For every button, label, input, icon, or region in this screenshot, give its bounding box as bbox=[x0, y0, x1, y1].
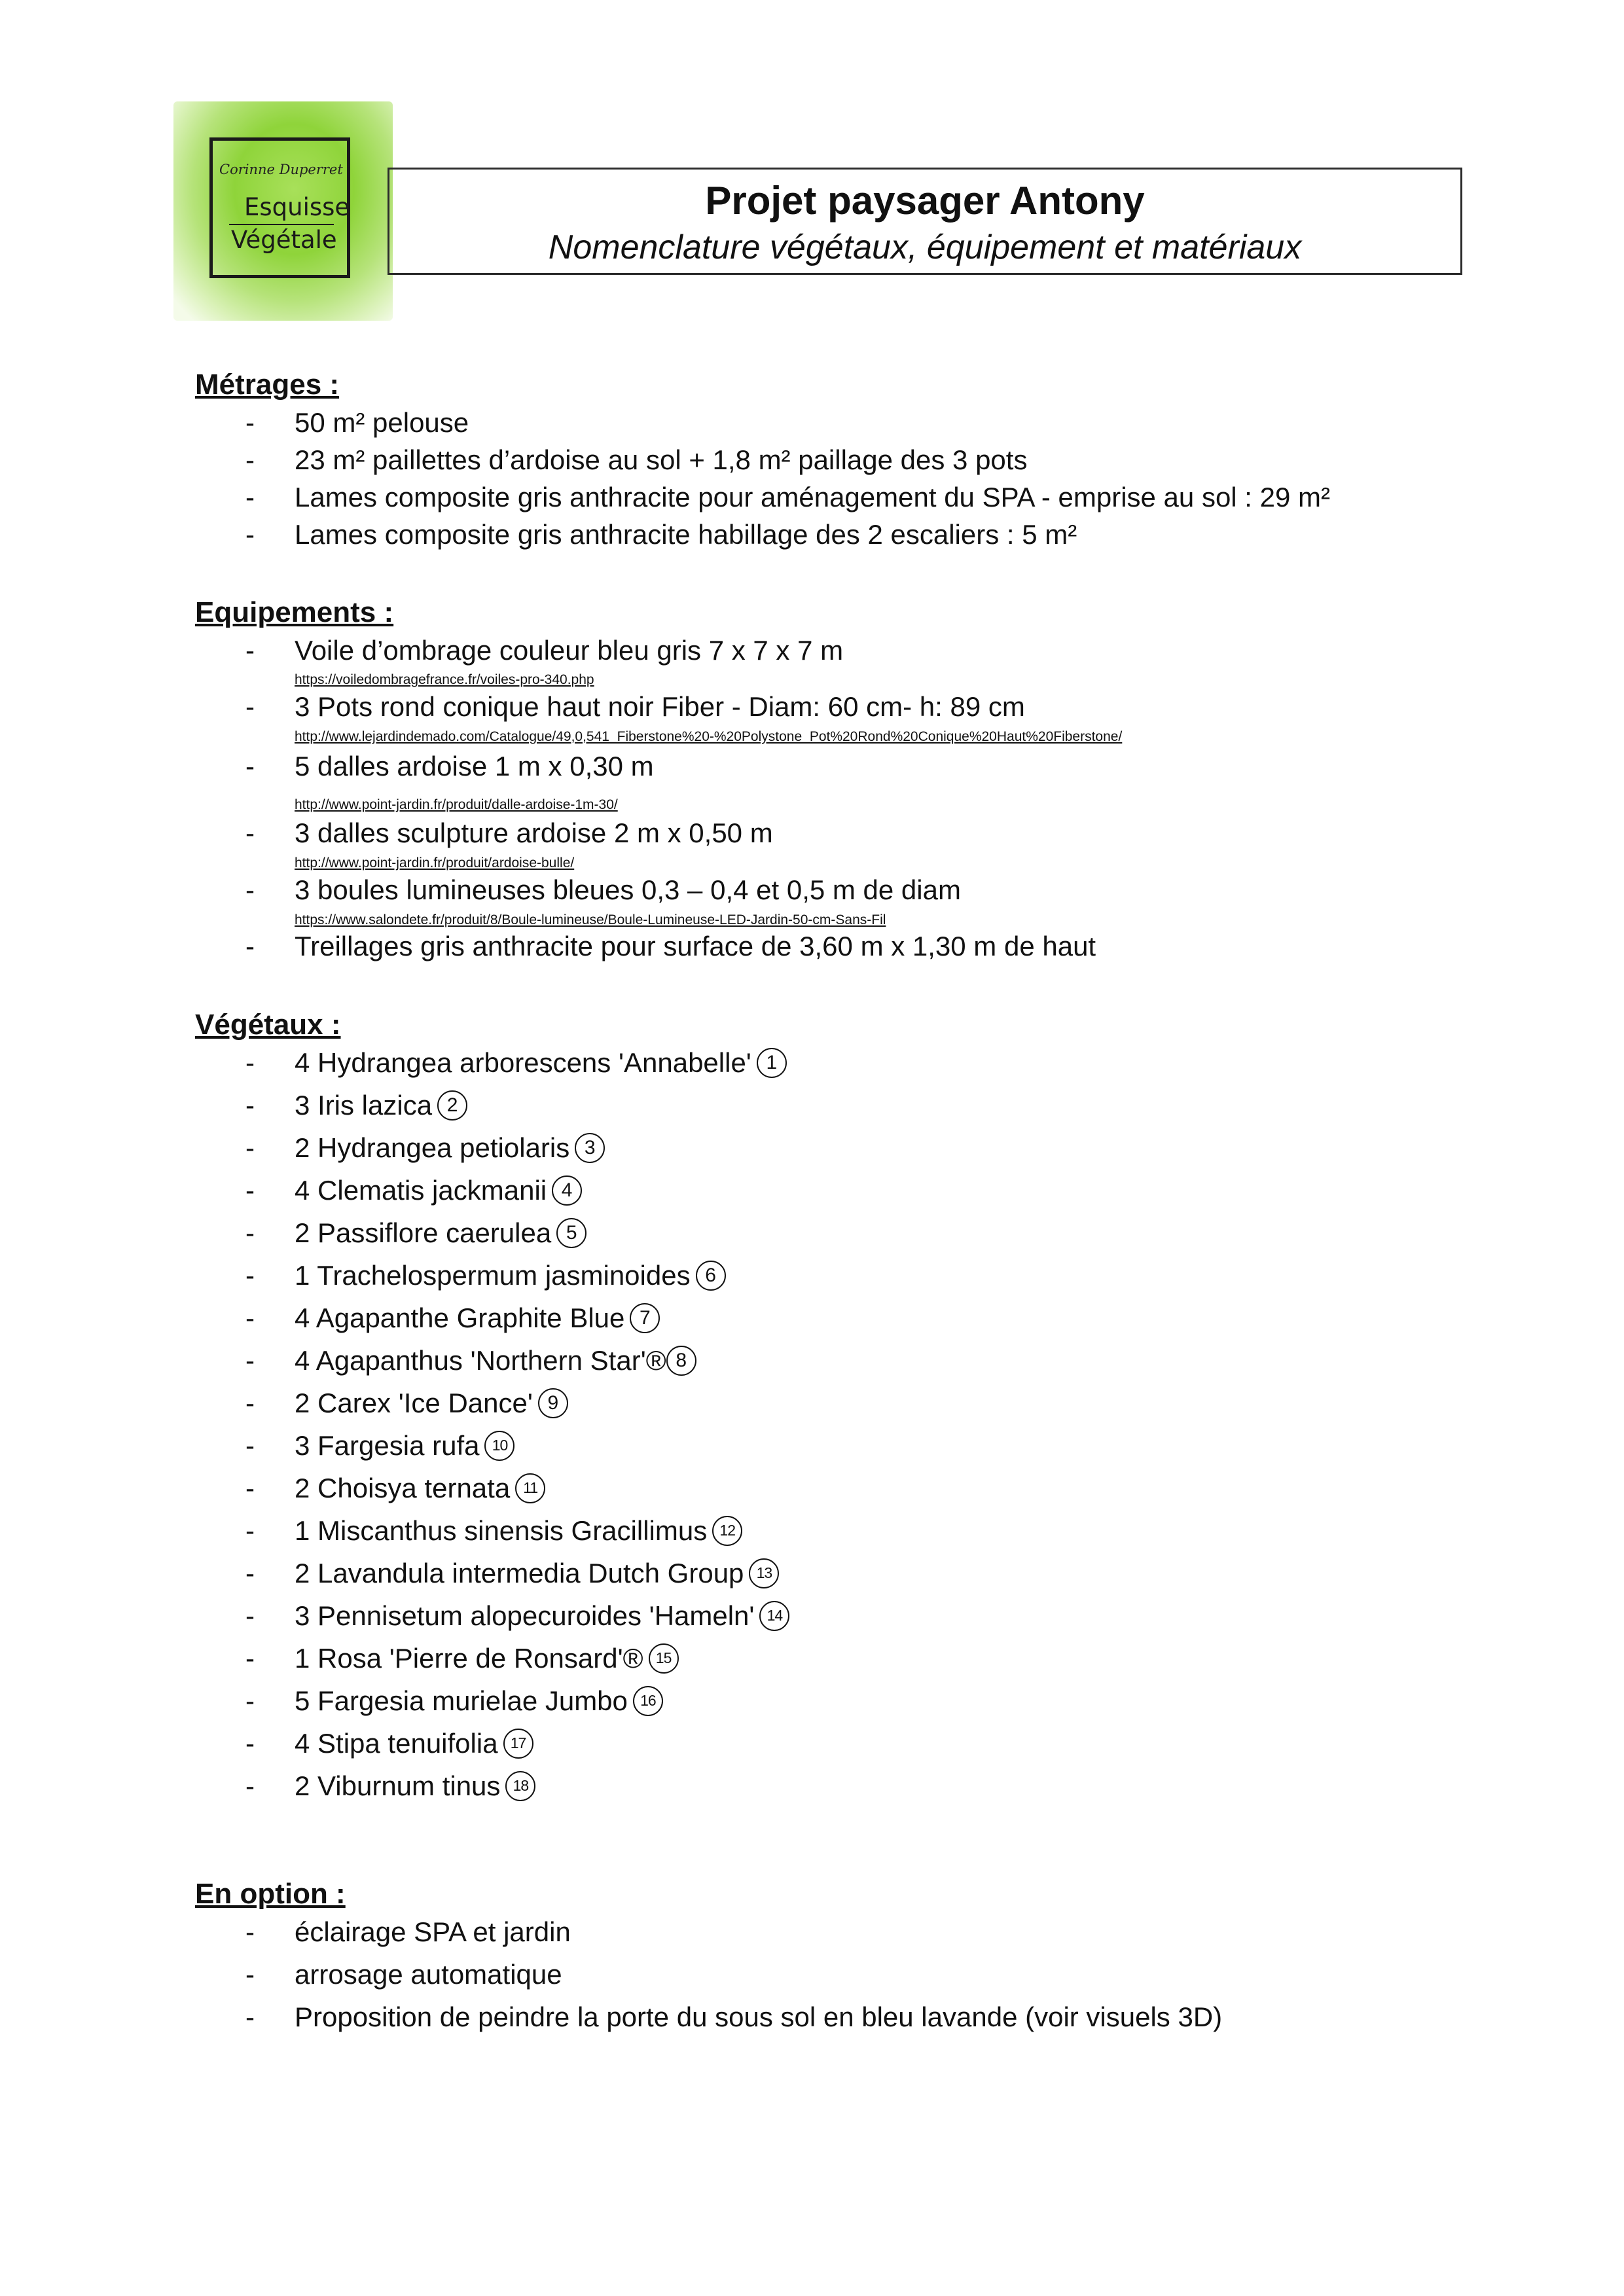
bullet-dash: - bbox=[245, 1515, 255, 1546]
bullet-dash: - bbox=[245, 1302, 255, 1333]
list-item bbox=[245, 1640, 679, 1677]
list-item bbox=[245, 1999, 1222, 2036]
title-box bbox=[388, 168, 1462, 275]
item-text: 2 Carex 'Ice Dance' bbox=[295, 1388, 533, 1418]
list-item bbox=[245, 404, 469, 441]
item-text: 3 Pennisetum alopecuroides 'Hameln' bbox=[295, 1600, 755, 1631]
section-heading-metrages: Métrages : bbox=[195, 368, 340, 401]
item-text: 2 Choisya ternata bbox=[295, 1473, 511, 1503]
list-item bbox=[245, 442, 1027, 478]
plant-number-badge: 12 bbox=[712, 1516, 742, 1546]
bullet-dash: - bbox=[245, 407, 255, 438]
logo-signature: Corinne Duperret bbox=[219, 162, 343, 177]
list-item bbox=[245, 1300, 660, 1336]
list-item bbox=[245, 872, 961, 908]
section-heading-vegetaux: Végétaux : bbox=[195, 1009, 341, 1041]
plant-number-badge: 16 bbox=[633, 1686, 663, 1716]
item-text: 1 Rosa 'Pierre de Ronsard'® bbox=[295, 1643, 643, 1674]
plant-number-badge: 17 bbox=[503, 1729, 533, 1759]
item-text: 4 Agapanthus 'Northern Star'® bbox=[295, 1345, 666, 1376]
item-text: 1 Trachelospermum jasminoides bbox=[295, 1260, 691, 1291]
item-text: Treillages gris anthracite pour surface de 3,60 m x 1,30 m de haut bbox=[295, 931, 1096, 961]
bullet-dash: - bbox=[245, 1217, 255, 1248]
plant-number-badge: 13 bbox=[749, 1558, 779, 1588]
list-item bbox=[245, 1385, 568, 1422]
item-text: 1 Miscanthus sinensis Gracillimus bbox=[295, 1515, 708, 1546]
plant-number-badge: 5 bbox=[556, 1218, 586, 1248]
bullet-dash: - bbox=[245, 1685, 255, 1716]
item-text: 3 Iris lazica bbox=[295, 1090, 433, 1121]
plant-number-badge: 6 bbox=[696, 1261, 726, 1291]
bullet-dash: - bbox=[245, 874, 255, 905]
item-text: 3 dalles sculpture ardoise 2 m x 0,50 m bbox=[295, 817, 773, 848]
logo-brand-line2: Végétale bbox=[231, 226, 337, 254]
list-item bbox=[245, 1427, 514, 1464]
plant-number-badge: 14 bbox=[759, 1601, 789, 1631]
plant-number-badge: 1 bbox=[757, 1048, 787, 1078]
list-item bbox=[245, 1768, 535, 1804]
list-item bbox=[245, 815, 773, 852]
item-text: arrosage automatique bbox=[295, 1959, 562, 1990]
item-text: 3 Fargesia rufa bbox=[295, 1430, 480, 1461]
item-text: 4 Stipa tenuifolia bbox=[295, 1728, 498, 1759]
bullet-dash: - bbox=[245, 817, 255, 848]
item-text: Lames composite gris anthracite habillage des 2 escaliers : 5 m² bbox=[295, 519, 1077, 550]
bullet-dash: - bbox=[245, 1600, 255, 1631]
item-text: 3 boules lumineuses bleues 0,3 – 0,4 et 0,5 m de diam bbox=[295, 874, 961, 905]
list-item bbox=[245, 1087, 467, 1124]
item-text: 23 m² paillettes d’ardoise au sol + 1,8 m² paillage des 3 pots bbox=[295, 444, 1028, 475]
bullet-dash: - bbox=[245, 1175, 255, 1206]
bullet-dash: - bbox=[245, 1430, 255, 1461]
list-item bbox=[245, 1470, 545, 1507]
product-link[interactable]: http://www.point-jardin.fr/produit/ardoise-bulle/ bbox=[295, 855, 575, 870]
section-heading-equipements: Equipements : bbox=[195, 596, 394, 628]
plant-number-badge: 3 bbox=[575, 1133, 605, 1163]
list-item bbox=[245, 689, 1025, 725]
bullet-dash: - bbox=[245, 1090, 255, 1121]
bullet-dash: - bbox=[245, 1916, 255, 1947]
bullet-dash: - bbox=[245, 1643, 255, 1674]
plant-number-badge: 8 bbox=[666, 1346, 696, 1376]
list-item bbox=[245, 1513, 742, 1549]
bullet-dash: - bbox=[245, 931, 255, 961]
bullet-dash: - bbox=[245, 635, 255, 666]
item-text: Voile d’ombrage couleur bleu gris 7 x 7 x 7 m bbox=[295, 635, 844, 666]
bullet-dash: - bbox=[245, 691, 255, 722]
item-text: 5 Fargesia murielae Jumbo bbox=[295, 1685, 628, 1716]
bullet-dash: - bbox=[245, 1473, 255, 1503]
bullet-dash: - bbox=[245, 482, 255, 512]
plant-number-badge: 9 bbox=[538, 1388, 568, 1418]
logo-brand-rule bbox=[229, 224, 334, 225]
product-link[interactable]: http://www.point-jardin.fr/produit/dalle-ardoise-1m-30/ bbox=[295, 797, 618, 812]
item-text: 4 Hydrangea arborescens 'Annabelle' bbox=[295, 1047, 751, 1078]
item-text: Proposition de peindre la porte du sous sol en bleu lavande (voir visuels 3D) bbox=[295, 2001, 1223, 2032]
list-item bbox=[245, 1172, 582, 1209]
list-item bbox=[245, 1130, 605, 1166]
item-text: éclairage SPA et jardin bbox=[295, 1916, 571, 1947]
list-item bbox=[245, 479, 1330, 516]
item-text: 5 dalles ardoise 1 m x 0,30 m bbox=[295, 751, 654, 781]
list-item bbox=[245, 1956, 562, 1993]
list-item bbox=[245, 1598, 789, 1634]
list-item bbox=[245, 1914, 571, 1950]
plant-number-badge: 11 bbox=[515, 1473, 545, 1503]
list-item bbox=[245, 1342, 696, 1379]
bullet-dash: - bbox=[245, 1132, 255, 1163]
list-item bbox=[245, 748, 654, 785]
bullet-dash: - bbox=[245, 1388, 255, 1418]
product-link[interactable]: https://voiledombragefrance.fr/voiles-pro-340.php bbox=[295, 672, 594, 687]
plant-number-badge: 7 bbox=[630, 1303, 660, 1333]
list-item bbox=[245, 1555, 779, 1592]
item-text: 4 Agapanthe Graphite Blue bbox=[295, 1302, 625, 1333]
bullet-dash: - bbox=[245, 1345, 255, 1376]
bullet-dash: - bbox=[245, 1959, 255, 1990]
bullet-dash: - bbox=[245, 1770, 255, 1801]
list-item bbox=[245, 1257, 726, 1294]
plant-number-badge: 4 bbox=[552, 1175, 582, 1206]
list-item bbox=[245, 1215, 586, 1251]
bullet-dash: - bbox=[245, 2001, 255, 2032]
item-text: 2 Viburnum tinus bbox=[295, 1770, 501, 1801]
bullet-dash: - bbox=[245, 519, 255, 550]
list-item bbox=[245, 516, 1077, 553]
item-text: 2 Lavandula intermedia Dutch Group bbox=[295, 1558, 744, 1588]
logo-brand-line1: Esquisse bbox=[244, 193, 350, 221]
bullet-dash: - bbox=[245, 1558, 255, 1588]
item-text: 2 Hydrangea petiolaris bbox=[295, 1132, 570, 1163]
plant-number-badge: 15 bbox=[649, 1643, 679, 1674]
item-text: 4 Clematis jackmanii bbox=[295, 1175, 547, 1206]
bullet-dash: - bbox=[245, 1260, 255, 1291]
product-link[interactable]: http://www.lejardindemado.com/Catalogue/49,0,541_Fiberstone%20-%20Polystone_Pot%20Rond%20Conique%20Haut%20Fiberstone/ bbox=[295, 729, 1123, 744]
logo bbox=[173, 101, 393, 321]
item-text: 50 m² pelouse bbox=[295, 407, 469, 438]
page-title: Projet paysager Antony bbox=[705, 179, 1145, 223]
bullet-dash: - bbox=[245, 751, 255, 781]
item-text: Lames composite gris anthracite pour aménagement du SPA - emprise au sol : 29 m² bbox=[295, 482, 1330, 512]
bullet-dash: - bbox=[245, 1047, 255, 1078]
list-item bbox=[245, 1725, 533, 1762]
list-item bbox=[245, 928, 1096, 965]
page-subtitle: Nomenclature végétaux, équipement et matériaux bbox=[548, 228, 1302, 266]
product-link[interactable]: https://www.salondete.fr/produit/8/Boule-lumineuse/Boule-Lumineuse-LED-Jardin-50-cm-Sans-Fil bbox=[295, 912, 886, 927]
bullet-dash: - bbox=[245, 1728, 255, 1759]
list-item bbox=[245, 632, 843, 669]
section-heading-options: En option : bbox=[195, 1878, 346, 1910]
plant-number-badge: 2 bbox=[437, 1090, 467, 1121]
list-item bbox=[245, 1045, 787, 1081]
plant-number-badge: 18 bbox=[505, 1771, 535, 1801]
item-text: 3 Pots rond conique haut noir Fiber - Diam: 60 cm- h: 89 cm bbox=[295, 691, 1025, 722]
list-item bbox=[245, 1683, 663, 1719]
item-text: 2 Passiflore caerulea bbox=[295, 1217, 552, 1248]
bullet-dash: - bbox=[245, 444, 255, 475]
plant-number-badge: 10 bbox=[484, 1431, 514, 1461]
